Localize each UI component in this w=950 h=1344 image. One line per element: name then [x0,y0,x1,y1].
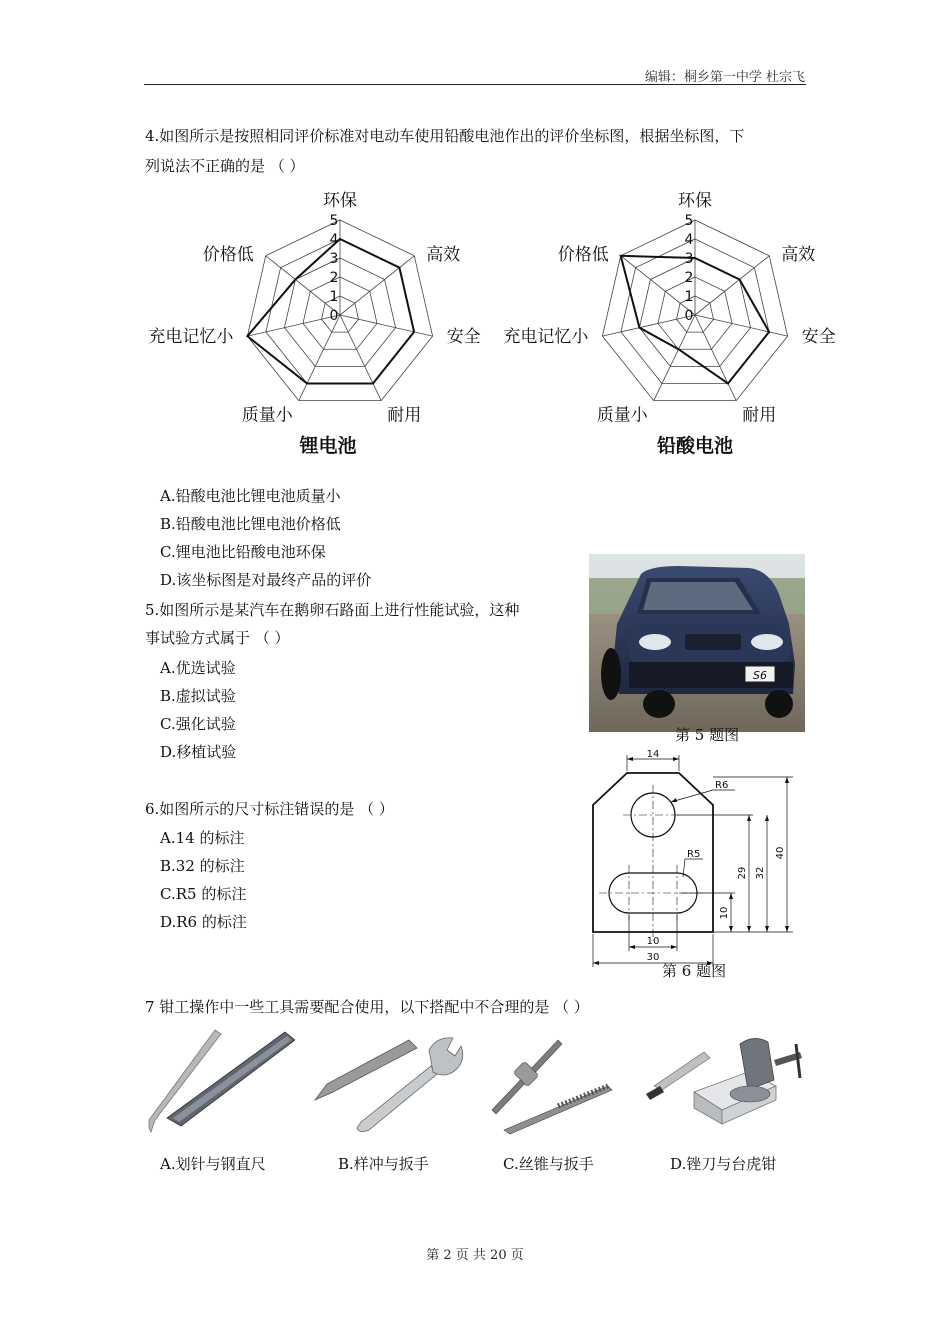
radar-axis-label: 价格低 [202,244,254,265]
dim-30: 30 [646,952,660,963]
dim-r6: R6 [715,780,729,791]
q4-option-a[interactable]: A.铅酸电池比锂电池质量小 [160,487,341,505]
q5-option-d[interactable]: D.移植试验 [160,743,237,761]
radar-scale-tick: 1 [329,289,339,305]
q6-text: 6.如图所示的尺寸标注错误的是 （ ） [145,800,394,818]
tap-icon [504,1086,612,1134]
radar-scale-tick: 0 [684,308,694,324]
radar-scale-tick: 5 [329,213,339,229]
radar-scale-tick: 2 [329,270,339,286]
dim-29: 29 [737,866,748,880]
q7-option-a[interactable]: A.划针与钢直尺 [160,1155,266,1173]
header-rule [144,84,806,85]
tool-scriber-ruler [145,1028,295,1133]
q6-caption: 第 6 题图 [662,962,727,980]
radar-axis-label: 安全 [801,327,836,348]
q7-option-b[interactable]: B.样冲与扳手 [338,1155,429,1173]
tap-wrench-icon [492,1040,562,1114]
q7-option-d[interactable]: D.锉刀与台虎钳 [670,1155,777,1173]
q7-option-c[interactable]: C.丝锥与扳手 [503,1155,594,1173]
dim-10-horizontal: 10 [646,936,660,947]
q4-option-d[interactable]: D.该坐标图是对最终产品的评价 [160,571,372,589]
radar-scale-tick: 3 [329,251,339,267]
q5-option-b[interactable]: B.虚拟试验 [160,687,236,705]
radar-title: 锂电池 [299,435,357,457]
hole-circle [631,793,675,837]
radar-axis-label: 价格低 [557,244,609,265]
tool-punch-wrench [313,1028,468,1133]
radar-axis-label: 安全 [446,327,481,348]
radar-scale-tick: 1 [684,289,694,305]
radar-spoke [299,315,340,401]
q5-text-line1: 5.如图所示是某汽车在鹅卵石路面上进行性能试验，这种 [145,601,520,619]
radar-scale-tick: 3 [684,251,694,267]
q5-caption: 第 5 题图 [675,726,740,744]
radar-title: 铅酸电池 [656,435,734,457]
q7-text: 7 钳工操作中一些工具需要配合使用，以下搭配中不合理的是 （ ） [145,998,589,1016]
radar-axis-label: 充电记忆小 [148,327,234,348]
radar-axis-label: 环保 [678,191,712,211]
plate-text: S6 [753,669,767,682]
radar-axis-label: 高效 [781,244,816,265]
radar-axis-label: 质量小 [596,405,648,426]
radar-axis-label: 充电记忆小 [503,327,589,348]
tool-file-vise [640,1030,810,1130]
q6-option-d[interactable]: D.R6 的标注 [160,913,247,931]
radar-axis-label: 高效 [426,244,461,265]
radar-charts [140,180,840,470]
q4-option-b[interactable]: B.铅酸电池比锂电池价格低 [160,515,341,533]
dim-14: 14 [646,749,660,760]
q4-text-line2: 列说法不正确的是 （ ） [145,157,305,175]
radar-spoke [695,315,736,401]
radar-lithium [148,191,480,457]
radar-axis-label: 质量小 [241,405,293,426]
dim-32: 32 [755,866,766,880]
radar-lead-acid [503,191,835,457]
car-photo [589,554,805,732]
radar-axis-label: 耐用 [742,405,777,426]
technical-drawing [585,745,800,970]
q6-option-b[interactable]: B.32 的标注 [160,857,245,875]
bench-vise-icon [694,1038,802,1124]
radar-axis-label: 环保 [323,191,357,211]
radar-scale-tick: 5 [684,213,694,229]
radar-scale-tick: 2 [684,270,694,286]
q6-option-a[interactable]: A.14 的标注 [160,829,245,847]
header-editor: 编辑：桐乡第一中学 杜宗飞 [644,70,805,85]
tool-tap-wrench [488,1028,613,1138]
q4-text-line1: 4.如图所示是按照相同评价标准对电动车使用铅酸电池作出的评价坐标图，根据坐标图，下 [145,127,745,145]
dim-40: 40 [775,846,786,860]
radar-spoke [340,315,381,401]
radar-scale-tick: 0 [329,308,339,324]
dim-10-vertical: 10 [719,906,730,920]
q5-option-a[interactable]: A.优选试验 [160,659,236,677]
radar-scale-tick: 4 [329,232,339,248]
radar-spoke [654,315,695,401]
q5-text-line2: 事试验方式属于 （ ） [145,629,290,647]
q4-option-c[interactable]: C.锂电池比铅酸电池环保 [160,543,326,561]
page-number: 第 2 页 共 20 页 [426,1248,524,1263]
q5-option-c[interactable]: C.强化试验 [160,715,236,733]
radar-axis-label: 耐用 [387,405,422,426]
dim-r5: R5 [687,849,701,860]
q6-option-c[interactable]: C.R5 的标注 [160,885,247,903]
radar-scale-tick: 4 [684,232,694,248]
